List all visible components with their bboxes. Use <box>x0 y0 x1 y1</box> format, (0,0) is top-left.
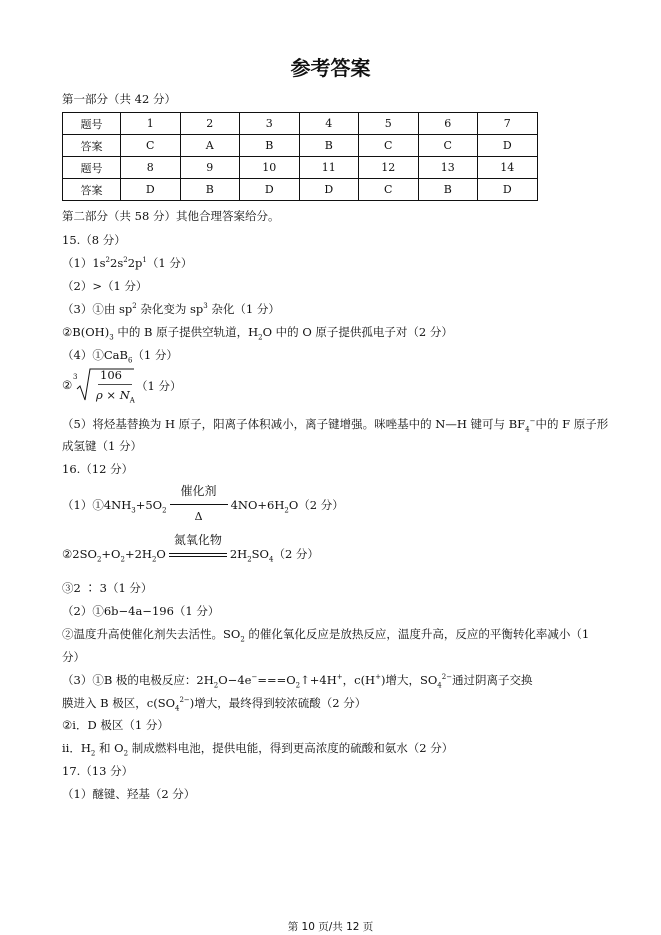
q16-heading: 16.（12 分） <box>62 462 134 476</box>
q17-line1: （1）醚键、羟基（2 分） <box>62 787 196 801</box>
table-cell: 11 <box>299 157 359 179</box>
table-cell: 5 <box>359 113 419 135</box>
q15-line7: （5）将烃基替换为 H 原子，阳离子体积减小，离子键增强。咪唑基中的 N—H 键可与 $BF_4^-$中的 F 原子形 <box>62 417 609 434</box>
table-row-header: 题号 <box>63 157 121 179</box>
q16-line3: ③2 ∶ 3（1 分） <box>62 581 153 595</box>
q16-line4: （2）①6b−4a−196（1 分） <box>62 604 220 618</box>
table-cell: C <box>359 135 419 157</box>
table-cell: B <box>240 135 300 157</box>
q16-line9: ②ⅰ．D 极区（1 分） <box>62 718 169 732</box>
page-title: 参考答案 <box>290 56 371 80</box>
table-row <box>63 157 538 179</box>
q15-line4: $②B(OH)_3$ 中的 B 原子提供空轨道，$H_2O$ 中的 O 原子提供孤电子对（2 分） <box>62 325 453 342</box>
table-cell: 7 <box>478 113 538 135</box>
table-cell: C <box>418 135 478 157</box>
q15-line6-score: （1 分） <box>136 379 182 393</box>
q16-line10: ⅱ．$H_2$ 和 $O_2$ 制成燃料电池，提供电能，得到更高浓度的硫酸和氨水（2 分） <box>62 741 454 758</box>
answer-table <box>62 112 538 201</box>
q16-line5: ②温度升高使催化剂失去活性。$SO_2$ 的催化氧化反应是放热反应，温度升高，反应的平衡转化率减小（1 <box>62 627 590 644</box>
reaction-arrow-2: 氮氧化物 <box>169 553 227 557</box>
table-row-header: 题号 <box>63 113 121 135</box>
table-cell: D <box>240 179 300 201</box>
q15-line2: （2）>（1 分） <box>62 279 148 293</box>
table-cell: 3 <box>240 113 300 135</box>
q17-heading: 17.（13 分） <box>62 764 134 778</box>
q15-line8: 成氢键（1 分） <box>62 439 142 453</box>
part1-heading: 第一部分（共 42 分） <box>62 92 176 106</box>
table-cell: A <box>180 135 240 157</box>
table-cell: D <box>299 179 359 201</box>
fraction-numerator: 106 <box>100 368 122 382</box>
q15-line3: （3）①由 $sp^2$ 杂化变为 $sp^3$ 杂化（1 分） <box>62 302 280 316</box>
table-cell: B <box>299 135 359 157</box>
table-cell: 4 <box>299 113 359 135</box>
table-cell: 2 <box>180 113 240 135</box>
q16-reaction2: $②2SO_2+O_2+2H_2O$ 氮氧化物 $2H_2SO_4(2$ 分） <box>62 533 319 564</box>
table-row-header: 答案 <box>63 135 121 157</box>
table-cell: C <box>121 135 181 157</box>
q16-line6: 分） <box>62 650 85 664</box>
table-row <box>63 179 538 201</box>
table-row-header: 答案 <box>63 179 121 201</box>
q15-line1: $(1)1s^22s^22p^1(1$ 分） <box>62 256 193 270</box>
table-cell: 12 <box>359 157 419 179</box>
table-cell: 13 <box>418 157 478 179</box>
table-cell: D <box>478 135 538 157</box>
table-cell: 9 <box>180 157 240 179</box>
table-cell: B <box>418 179 478 201</box>
table-row <box>63 113 538 135</box>
table-cell: B <box>180 179 240 201</box>
fraction-denominator: $\rho \times N_A$ <box>96 388 135 405</box>
q16-reaction1: $(1)①4NH_3+5O_2$ 催化剂 Δ $4NO+6H_2O(2$ 分） <box>62 484 344 523</box>
table-cell: 14 <box>478 157 538 179</box>
q15-line6-label: ② <box>62 378 73 392</box>
reaction-arrow-1: 催化剂 Δ <box>170 504 228 508</box>
table-cell: C <box>359 179 419 201</box>
table-cell: 8 <box>121 157 181 179</box>
table-cell: 6 <box>418 113 478 135</box>
table-cell: D <box>478 179 538 201</box>
q15-heading: 15.（8 分） <box>62 233 126 247</box>
q15-line5: （4）①CaB$_6$（1 分） <box>62 348 178 365</box>
table-cell: D <box>121 179 181 201</box>
page-footer: 第 10 页/共 12 页 <box>287 921 374 933</box>
part2-heading: 第二部分（共 58 分）其他合理答案给分。 <box>62 209 280 223</box>
table-cell: 10 <box>240 157 300 179</box>
root-index: 3 <box>73 373 78 381</box>
table-row <box>63 135 538 157</box>
table-cell: 1 <box>121 113 181 135</box>
q16-line8: 膜进入 B 极区，$c(SO_4^{2-})$增大，最终得到较浓硫酸（2 分） <box>62 696 367 713</box>
q16-line7: （3）①B 极的电极反应：$2H_2O-4e^-===O_2↑+4H^+$，c(H+)增大，$SO_4^{2-}$通过阴离子交换 <box>62 673 533 690</box>
